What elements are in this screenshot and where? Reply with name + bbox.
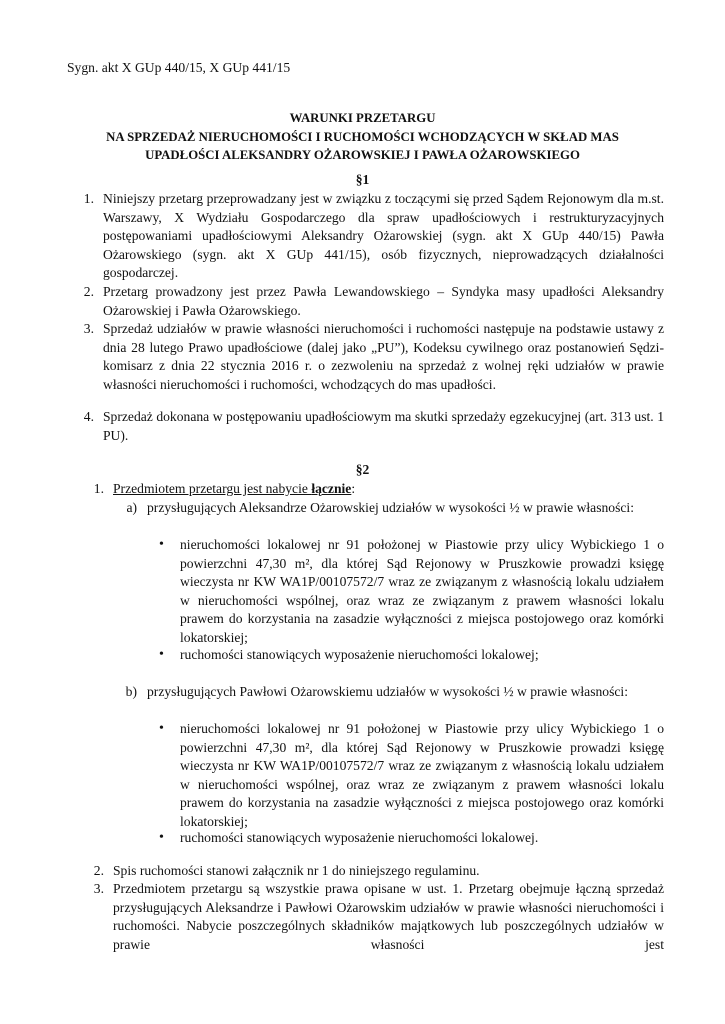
case-signature: Sygn. akt X GUp 440/15, X GUp 441/15: [67, 60, 291, 75]
s2-item-1-bold: łącznie: [311, 481, 352, 496]
s1-item-2-text: Przetarg prowadzony jest przez Pawła Lewandowskiego – Syndyka masy upadłości Aleksandry Ożarowskiej i Pawła Ożarowskiego.: [103, 284, 664, 318]
s2-sub-a-text: przysługujących Aleksandrze Ożarowskiej udziałów w wysokości ½ w prawie własności:: [147, 500, 634, 515]
s1-item-3-number: 3.: [83, 321, 94, 336]
bullet-dot: •: [159, 830, 164, 845]
s2-sub-b-bullet-2: ruchomości stanowiących wyposażenie nieruchomości lokalowej.: [180, 830, 539, 845]
s2-item-1-text: [113, 480, 664, 499]
s2-item-3-number: 3.: [93, 881, 104, 896]
s2-sub-b-label: b): [125, 684, 137, 699]
s2-item-1-text-before: Przedmiotem przetargu jest nabycie: [113, 481, 312, 496]
s2-sub-b-bullet-1: nieruchomości lokalowej nr 91 położonej w Piastowie przy ulicy Wybickiego 1 o powierzchni 47,30 m², dla której Sąd Rejonowy w Pruszkowie prowadzi księgę wieczysta nr KW WA1P/00107572/7 wraz ze związanym z własnością lokalu udziałem w nieruchomości wspólnej, oraz wraz ze związanym z prawem własności lokalu prawem do korzystania na zasadzie wyłączności z miejsca postojowego oraz komórki lokatorskiej;: [180, 721, 664, 829]
s2-item-1-number: 1.: [93, 481, 104, 496]
s2-item-3-text: Przedmiotem przetargu są wszystkie prawa opisane w ust. 1. Przetarg obejmuje łączną sprzedaż przysługujących Aleksandrze i Pawłowi Ożarowskim udziałów w prawie własności nieruchomości i ruchomości. Nabycie poszczególnych składników majątkowych lub poszczególnych udziałów w prawie własności jest: [113, 881, 664, 952]
s2-sub-a-bullet-2: ruchomości stanowiących wyposażenie nieruchomości lokalowej;: [180, 647, 539, 662]
s1-item-4-text: Sprzedaż dokonana w postępowaniu upadłościowym ma skutki sprzedaży egzekucyjnej (art. 313 ust. 1 PU).: [103, 409, 664, 443]
bullet-dot: •: [159, 721, 164, 736]
s2-sub-a-bullet-1: nieruchomości lokalowej nr 91 położonej w Piastowie przy ulicy Wybickiego 1 o powierzchni 47,30 m², dla której Sąd Rejonowy w Pruszkowie prowadzi księgę wieczysta nr KW WA1P/00107572/7 wraz ze związanym z własnością lokalu udziałem w nieruchomości wspólnej, oraz wraz ze związanym z prawem własności lokalu prawem do korzystania na zasadzie wyłączności z miejsca postojowego oraz komórki lokatorskiej;: [180, 537, 664, 645]
s1-item-1-number: 1.: [83, 191, 94, 206]
s1-item-4-number: 4.: [83, 409, 94, 424]
section-2-heading: §2: [355, 462, 370, 477]
s2-item-2-text: Spis ruchomości stanowi załącznik nr 1 do niniejszego regulaminu.: [113, 863, 480, 878]
bullet-dot: •: [159, 647, 164, 662]
s1-item-2-number: 2.: [83, 284, 94, 299]
document-title: [60, 109, 665, 165]
s1-item-3-text: Sprzedaż udziałów w prawie własności nieruchomości i ruchomości następuje na podstawie ustawy z dnia 28 lutego Prawo upadłościowe (dalej jako „PU”), Kodeksu cywilnego oraz postanowień Sędzi-komisarz z dnia 22 stycznia 2016 r. o zezwoleniu na sprzedaż z wolnej ręki udziałów w prawie własności nieruchomości i ruchomości, wchodzących do mas upadłości.: [103, 321, 664, 392]
bullet-dot: •: [159, 537, 164, 552]
s2-sub-a-label: a): [126, 500, 137, 515]
section-1-heading: §1: [355, 172, 370, 187]
title-line-1: WARUNKI PRZETARGU: [289, 111, 436, 125]
s2-item-1-underlined: [113, 481, 351, 496]
title-line-3: UPADŁOŚCI ALEKSANDRY OŻAROWSKIEJ I PAWŁA OŻAROWSKIEGO: [145, 148, 580, 162]
s2-item-2-number: 2.: [93, 863, 104, 878]
title-line-2: NA SPRZEDAŻ NIERUCHOMOŚCI I RUCHOMOŚCI WCHODZĄCYCH W SKŁAD MAS: [106, 129, 619, 144]
s2-item-1-colon: :: [351, 481, 356, 496]
s1-item-1-text: Niniejszy przetarg przeprowadzany jest w związku z toczącymi się przed Sądem Rejonowym dla m.st. Warszawy, X Wydziału Gospodarczego dla spraw upadłościowych i restrukturyzacyjnych postępowaniami upadłościowymi Aleksandry Ożarowskiej (sygn. akt X GUp 440/15) Pawła Ożarowskiego (sygn. akt X GUp 441/15), osób fizycznych, nieprowadzących działalności gospodarczej.: [103, 191, 664, 281]
s2-sub-b-text: przysługujących Pawłowi Ożarowskiemu udziałów w wysokości ½ w prawie własności:: [147, 684, 628, 699]
